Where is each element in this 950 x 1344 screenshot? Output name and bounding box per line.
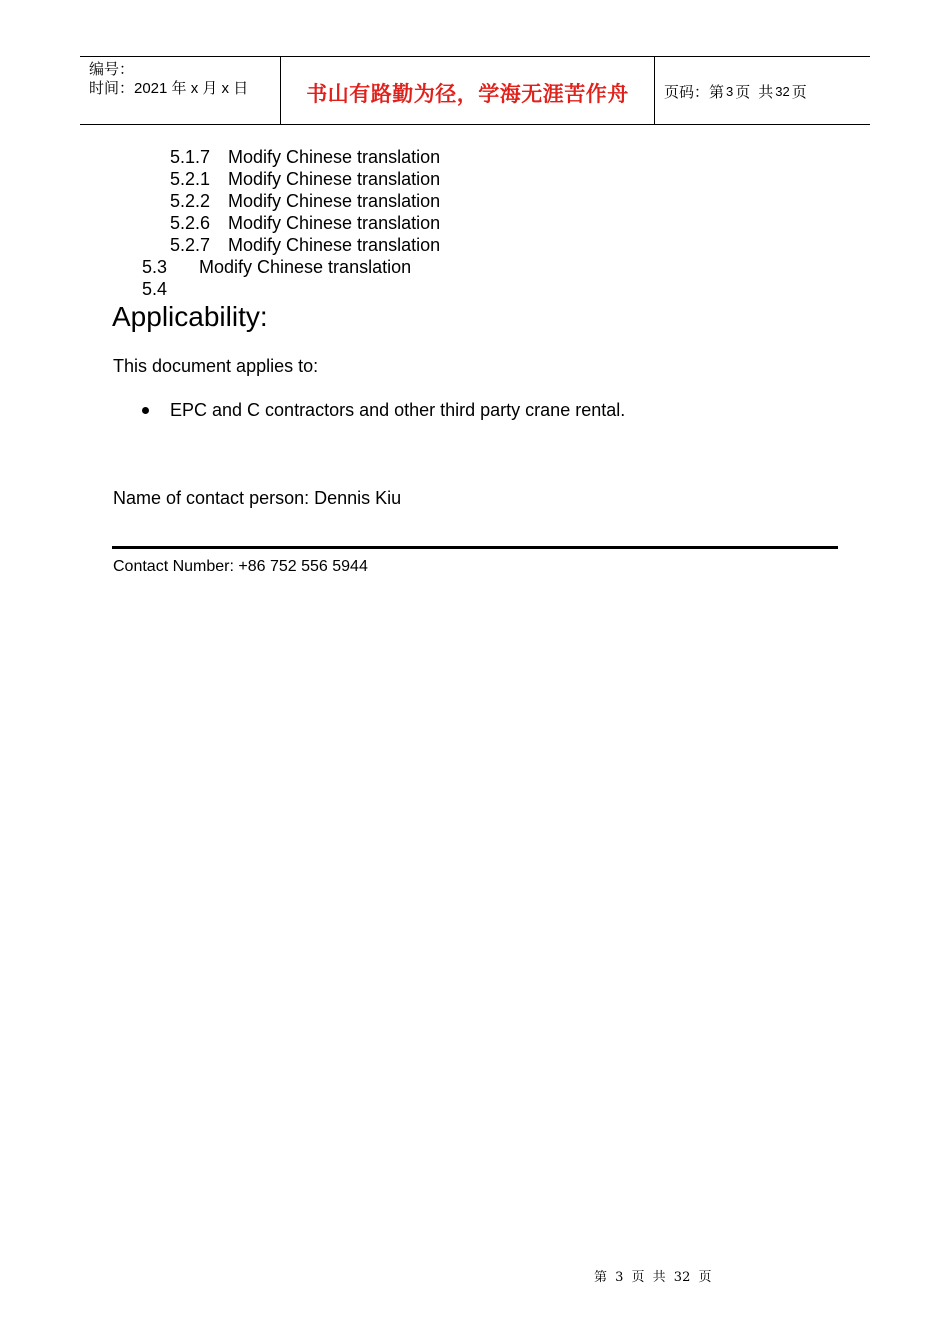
toc-text: Modify Chinese translation bbox=[228, 169, 441, 189]
header-motto: 书山有路勤为径，学海无涯苦作舟 bbox=[306, 80, 629, 106]
total-suffix: 页 bbox=[791, 84, 807, 101]
bullet-dot-icon bbox=[142, 407, 149, 414]
section-intro: This document applies to: bbox=[113, 356, 319, 376]
section-heading: Applicability: bbox=[112, 301, 268, 332]
page-mid: 页 bbox=[735, 84, 751, 101]
toc-number: 5.1.7 bbox=[170, 147, 211, 167]
toc-text: Modify Chinese translation bbox=[228, 213, 441, 233]
page-total: 32 bbox=[775, 84, 790, 99]
total-prefix: 共 bbox=[758, 84, 774, 101]
toc-number: 5.3 bbox=[142, 257, 168, 277]
header-meta bbox=[80, 57, 281, 124]
contact-name: Name of contact person: Dennis Kiu bbox=[113, 488, 402, 508]
toc-text: Modify Chinese translation bbox=[228, 147, 441, 167]
page-footer: 第 3 页 共 32 页 bbox=[594, 1270, 712, 1285]
bullet-item: EPC and C contractors and other third party crane rental. bbox=[170, 400, 626, 420]
toc-number: 5.2.6 bbox=[170, 213, 211, 233]
divider bbox=[112, 546, 838, 549]
document-date: 时间：2021 年 x 月 x 日 bbox=[89, 80, 249, 97]
toc-text: Modify Chinese translation bbox=[228, 235, 441, 255]
page-prefix: 页码：第 bbox=[664, 84, 725, 101]
toc-number: 5.2.1 bbox=[170, 169, 211, 189]
page-header bbox=[80, 56, 870, 125]
contact-number: Contact Number: +86 752 556 5944 bbox=[113, 558, 368, 575]
header-page-number bbox=[655, 57, 870, 124]
toc-number: 5.2.2 bbox=[170, 191, 211, 211]
document-id-label: 编号： bbox=[89, 61, 135, 78]
toc-number: 5.4 bbox=[142, 279, 168, 299]
toc-text: Modify Chinese translation bbox=[199, 257, 412, 277]
toc-number: 5.2.7 bbox=[170, 235, 211, 255]
toc-text: Modify Chinese translation bbox=[228, 191, 441, 211]
header-motto-cell bbox=[281, 57, 655, 124]
page-current: 3 bbox=[726, 84, 734, 99]
